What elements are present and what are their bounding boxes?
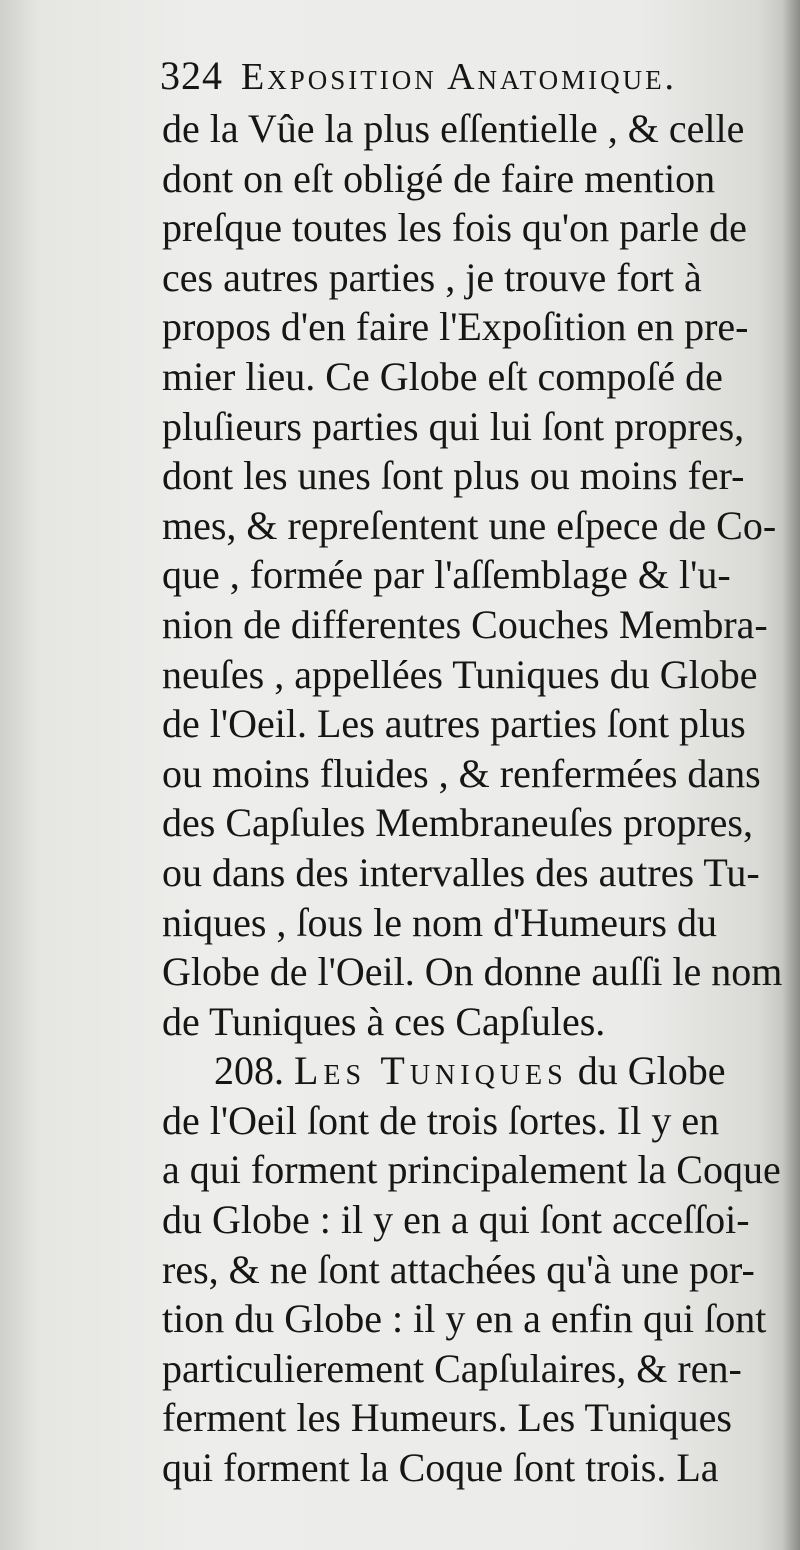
text-line: ou dans des intervalles des autres Tu- xyxy=(162,849,760,895)
text-line: tion du Globe : il y en a enfin qui ſont xyxy=(162,1296,767,1342)
text-line: particulierement Capſulaires, & ren- xyxy=(162,1345,742,1391)
text-line: pluſieurs parties qui lui ſont propres, xyxy=(162,403,745,449)
text-line: du Globe : il y en a qui ſont acceſſoi- xyxy=(162,1197,750,1243)
paragraph-lead-rest: du Globe xyxy=(567,1048,726,1094)
page-header xyxy=(160,52,780,104)
text-line: dont on eſt obligé de faire mention xyxy=(162,155,716,201)
text-line: de l'Oeil. Les autres parties ſont plus xyxy=(162,701,746,747)
text-line: dont les unes ſont plus ou moins fer- xyxy=(162,453,745,499)
paragraph-208-first-line xyxy=(162,1046,800,1096)
page-number: 324 xyxy=(160,53,223,98)
text-line: des Capſules Membraneuſes propres, xyxy=(162,800,753,846)
text-line: ces autres parties , je trouve fort à xyxy=(162,254,702,300)
text-line: Globe de l'Oeil. On donne auſſi le nom xyxy=(162,949,783,995)
text-line: mier lieu. Ce Globe eſt compoſé de xyxy=(162,353,723,399)
text-line: ou moins fluides , & renfermées dans xyxy=(162,750,761,796)
text-line: res, & ne ſont attachées qu'à une por- xyxy=(162,1246,755,1292)
paragraph-number: 208. xyxy=(214,1048,284,1094)
text-line: propos d'en faire l'Expoſition en pre- xyxy=(162,304,749,350)
text-line: mes, & repreſentent une eſpece de Co- xyxy=(162,502,777,548)
text-line: niques , ſous le nom d'Humeurs du xyxy=(162,899,717,945)
paragraph-lead-smallcaps: Les Tuniques xyxy=(294,1048,568,1094)
text-line: neuſes , appellées Tuniques du Globe xyxy=(162,651,758,697)
text-line: que , formée par l'aſſemblage & l'u- xyxy=(162,552,731,598)
body-text xyxy=(162,104,800,1493)
text-line: preſque toutes les fois qu'on parle de xyxy=(162,205,747,251)
text-line: de l'Oeil ſont de trois ſortes. Il y en xyxy=(162,1097,720,1143)
running-title: Exposition Anatomique. xyxy=(241,56,678,98)
text-line: de Tuniques à ces Capſules. xyxy=(162,998,606,1044)
text-line: qui forment la Coque ſont trois. La xyxy=(162,1445,719,1491)
text-line: nion de differentes Couches Membra- xyxy=(162,601,768,647)
text-line: de la Vûe la plus eſſentielle , & celle xyxy=(162,106,745,151)
text-line: a qui forment principalement la Coque xyxy=(162,1147,781,1193)
text-line: ferment les Humeurs. Les Tuniques xyxy=(162,1395,732,1441)
